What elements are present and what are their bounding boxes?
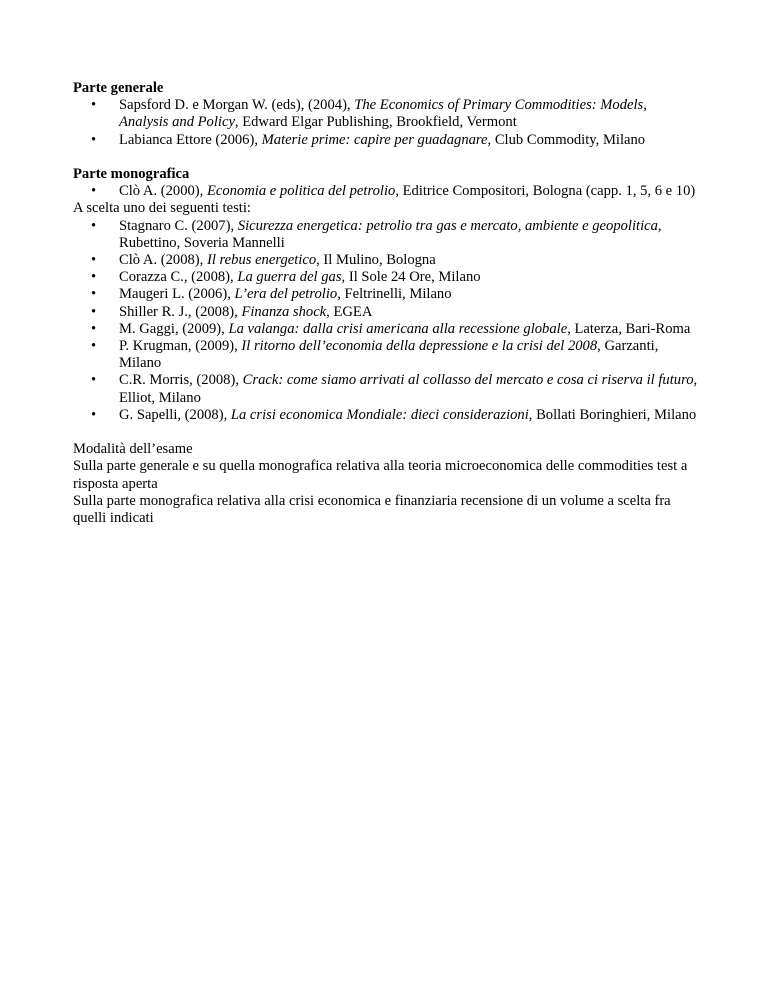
choice-intro: A scelta uno dei seguenti testi: bbox=[73, 200, 251, 217]
reading-title: La valanga: dalla crisi americana alla recessione globale bbox=[228, 320, 568, 337]
reading-publisher: , Club Commodity, Milano bbox=[487, 131, 646, 148]
reading-publisher: , Elliot, Milano bbox=[119, 372, 698, 406]
reading-citation: Corazza C., (2008), bbox=[119, 269, 238, 286]
bullet-icon: • bbox=[91, 97, 97, 114]
bullet-icon: • bbox=[91, 286, 97, 303]
reading-title: Il ritorno dell’economia della depressione e la crisi del 2008 bbox=[241, 338, 598, 355]
reading-item bbox=[73, 183, 698, 200]
reading-publisher: , Garzanti, Milano bbox=[119, 338, 659, 372]
reading-title: The Economics of Primary Commodities: Models, Analysis and Policy bbox=[119, 97, 647, 131]
bullet-icon: • bbox=[91, 303, 97, 320]
reading-citation: Shiller R. J., (2008), bbox=[119, 303, 242, 320]
reading-citation: C.R. Morris, (2008), bbox=[119, 372, 243, 389]
reading-title: L’era del petrolio bbox=[234, 286, 338, 303]
reading-item bbox=[73, 286, 698, 303]
reading-title: Economia e politica del petrolio bbox=[206, 183, 396, 200]
monographic-reading-list bbox=[73, 183, 698, 200]
reading-title: Finanza shock bbox=[241, 303, 327, 320]
reading-item bbox=[73, 338, 698, 372]
exam-line: Sulla parte monografica relativa alla crisi economica e finanziaria recensione di un volume a scelta fra quelli indicati bbox=[73, 492, 671, 527]
reading-title: Crack: come siamo arrivati al collasso del mercato e cosa ci riserva il futuro bbox=[242, 372, 694, 389]
reading-publisher: , Editrice Compositori, Bologna (capp. 1, 5, 6 e 10) bbox=[395, 183, 696, 200]
bullet-icon: • bbox=[91, 183, 97, 200]
bullet-icon: • bbox=[91, 217, 97, 234]
reading-citation: Clò A. (2000), bbox=[119, 183, 207, 200]
spacer bbox=[73, 149, 698, 166]
reading-citation: Stagnaro C. (2007), bbox=[119, 217, 238, 234]
reading-citation: Maugeri L. (2006), bbox=[119, 286, 235, 303]
reading-publisher: , Laterza, Bari-Roma bbox=[567, 320, 691, 337]
reading-citation: Labianca Ettore (2006), bbox=[119, 131, 262, 148]
bullet-icon: • bbox=[91, 338, 97, 355]
reading-title: La guerra del gas bbox=[237, 269, 342, 286]
reading-item bbox=[73, 269, 698, 286]
general-heading: Parte generale bbox=[73, 80, 164, 96]
reading-item bbox=[73, 407, 698, 424]
reading-item bbox=[73, 218, 698, 252]
reading-title: Il rebus energetico bbox=[206, 252, 317, 269]
bullet-icon: • bbox=[91, 406, 97, 423]
reading-citation: Sapsford D. e Morgan W. (eds), (2004), bbox=[119, 97, 355, 114]
reading-title: Sicurezza energetica: petrolio tra gas e mercato, ambiente e geopolitica bbox=[237, 217, 658, 234]
monographic-heading: Parte monografica bbox=[73, 166, 190, 182]
reading-item bbox=[73, 132, 698, 149]
exam-line: Sulla parte generale e su quella monografica relativa alla teoria microeconomica delle commodities test a risposta aperta bbox=[73, 458, 688, 492]
reading-citation: M. Gaggi, (2009), bbox=[119, 320, 229, 337]
general-reading-list bbox=[73, 97, 698, 149]
reading-citation: P. Krugman, (2009), bbox=[119, 338, 242, 355]
reading-item bbox=[73, 252, 698, 269]
spacer bbox=[73, 424, 698, 441]
reading-citation: Clò A. (2008), bbox=[119, 252, 207, 269]
reading-publisher: , Bollati Boringhieri, Milano bbox=[528, 406, 697, 423]
bullet-icon: • bbox=[91, 372, 97, 389]
document-page bbox=[73, 80, 698, 527]
reading-item bbox=[73, 321, 698, 338]
reading-publisher: , Edward Elgar Publishing, Brookfield, Vermont bbox=[234, 114, 517, 131]
reading-publisher: , Il Sole 24 Ore, Milano bbox=[341, 269, 481, 286]
bullet-icon: • bbox=[91, 269, 97, 286]
reading-item bbox=[73, 304, 698, 321]
reading-publisher: , Feltrinelli, Milano bbox=[337, 286, 452, 303]
reading-publisher: , Rubettino, Soveria Mannelli bbox=[119, 217, 662, 251]
reading-citation: G. Sapelli, (2008), bbox=[119, 406, 231, 423]
exam-heading: Modalità dell’esame bbox=[73, 441, 193, 458]
bullet-icon: • bbox=[91, 131, 97, 148]
reading-publisher: , Il Mulino, Bologna bbox=[316, 252, 436, 269]
choice-reading-list bbox=[73, 218, 698, 424]
reading-item bbox=[73, 372, 698, 406]
bullet-icon: • bbox=[91, 252, 97, 269]
reading-item bbox=[73, 97, 698, 131]
bullet-icon: • bbox=[91, 320, 97, 337]
reading-publisher: , EGEA bbox=[326, 303, 373, 320]
reading-title: Materie prime: capire per guadagnare bbox=[261, 131, 488, 148]
reading-title: La crisi economica Mondiale: dieci considerazioni bbox=[230, 406, 529, 423]
